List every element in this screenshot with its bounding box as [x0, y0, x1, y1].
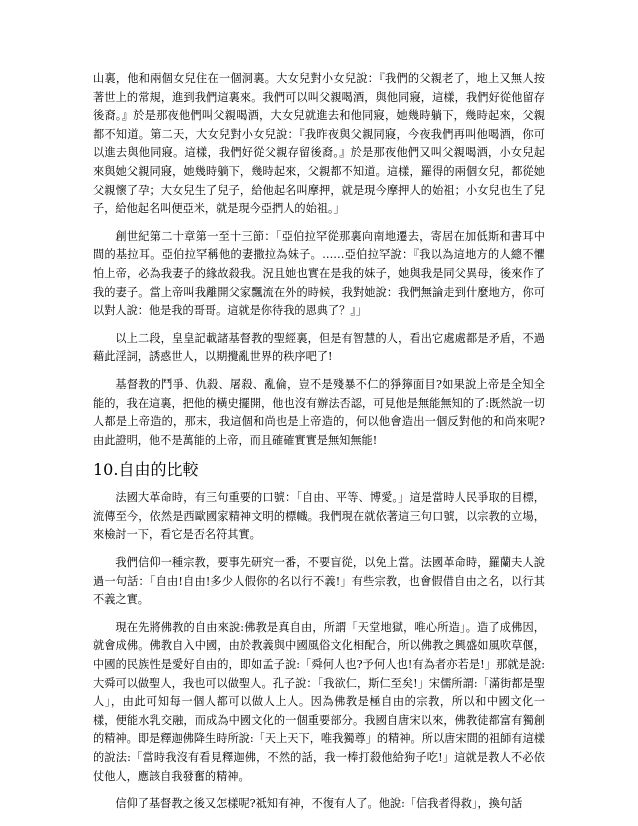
- paragraph-christian-faith: 信仰了基督教之後又怎樣呢?祗知有神，不復有人了。他說:「信我者得救」，換句話: [115, 797, 523, 811]
- section-number: 10.: [93, 460, 119, 480]
- paragraph-genesis-20: 創世紀第二十章第一至十三節：「亞伯拉罕從那裏向南地遷去，寄居在加低斯和書耳中間的基拉耳。亞伯拉罕稱他的妻撒拉為妹子。……亞伯拉罕說：『我以為這地方的人總不懼怕上帝，必為我妻子的緣故殺我。況且她也實在是我的妹子，她與我是同父異母，後來作了我的妻子。當上帝叫我離開父家飄流在外的時候，我對她說：我們無論走到什麼地方，你可以對人說：他是我的哥哥。這就是你待我的恩典了？』」: [93, 229, 545, 318]
- paragraph-criticism: 基督教的鬥爭、仇殺、屠殺、亂倫，豈不是殘暴不仁的猙獰面目?如果說上帝是全知全能的，我在這裏，把他的橫史擺開，他也沒有辦法否認，可見他是無能無知的了:既然說一切人都是上帝造的，那末，我這個和尚也是上帝造的，何以他會造出一個反對他的和尚來呢?由此證明，他不是萬能的上帝，而且確確實實是無知無能!: [93, 377, 545, 447]
- paragraph-commentary: 以上二段，皇皇記載諸基督教的聖經裏，但是有智慧的人，看出它處處都是矛盾，不過藉此淫詞，誘惑世人，以期攪亂世界的秩序吧了!: [93, 331, 545, 364]
- paragraph-buddhist-freedom: 現在先將佛教的自由來說:佛教是真自由，所謂「天堂地獄，唯心所造」。造了成佛因，就會成佛。佛教自入中國，由於教義與中國風俗文化相配合，所以佛教之興盛如風吹草偃，中國的民族性是愛好自由的，即如孟子說:「舜何人也?予何人也!有為者亦若是!」那就是說:大舜可以做聖人，我也可以做聖人。孔子說：「我欲仁，斯仁至矣!」宋儒所謂:「滿街都是聖人」，由此可知每一個人都可以做人上人。因為佛教是極自由的宗教，所以和中國文化一樣，便能水乳交融，而成為中國文化的一個重要部分。我國自唐宋以來，佛教徒都富有獨創的精神。即是釋迦佛降生時所說:「天上天下，唯我獨尊」的精神。所以唐宋間的祖師有這樣的說法:「當時我沒有看見釋迦佛，不然的話，我一棒打殺他給狗子吃!」這就是教人不必依仗他人，應該自我發奮的精神。: [93, 620, 545, 783]
- paragraph-lot-story: 山裏，他和兩個女兒住在一個洞裏。大女兒對小女兒說：『我們的父親老了，地上又無人按著世上的常規，進到我們這裏來。我們可以叫父親喝酒，與他同寢，這樣，我們好從他留存後裔。』於是那夜他們叫父親喝酒，大女兒就進去和他同寢，她幾時躺下，幾時起來，父親都不知道。第二天，大女兒對小女兒說：『我昨夜與父親同寢，今夜我們再叫他喝酒，你可以進去與他同寢。這樣，我們好從父親存留後裔。』於是那夜他們又叫父親喝酒，小女兒起來與她父親同寢，她幾時躺下，幾時起來，父親都不知道。這樣，羅得的兩個女兒，都從她父親懷了孕；大女兒生了兒子，給他起名叫摩押，就是現今摩押人的始祖；小女兒也生了兒子，給他起名叫便亞米，就是現今亞捫人的始祖。」: [93, 72, 545, 216]
- document-page: [93, 70, 545, 823]
- section-heading: [93, 459, 545, 481]
- paragraph-madame-roland: 我們信仰一種宗教，要事先研究一番，不要盲從，以免上當。法國革命時，羅蘭夫人說過一句話：「自由!自由!多少人假你的名以行不義!」有些宗教，也會假借自由之名，以行其不義之實。: [93, 556, 545, 607]
- paragraph-french-revolution: 法國大革命時，有三句重要的口號：「自由、平等、博愛。」這是當時人民爭取的目標，流傳至今，依然是西歐國家精神文明的標幟。我們現在就依著這三句口號，以宗教的立場，來檢討一下，看它是否名符其實。: [93, 491, 545, 542]
- section-title: 自由的比較: [118, 460, 199, 480]
